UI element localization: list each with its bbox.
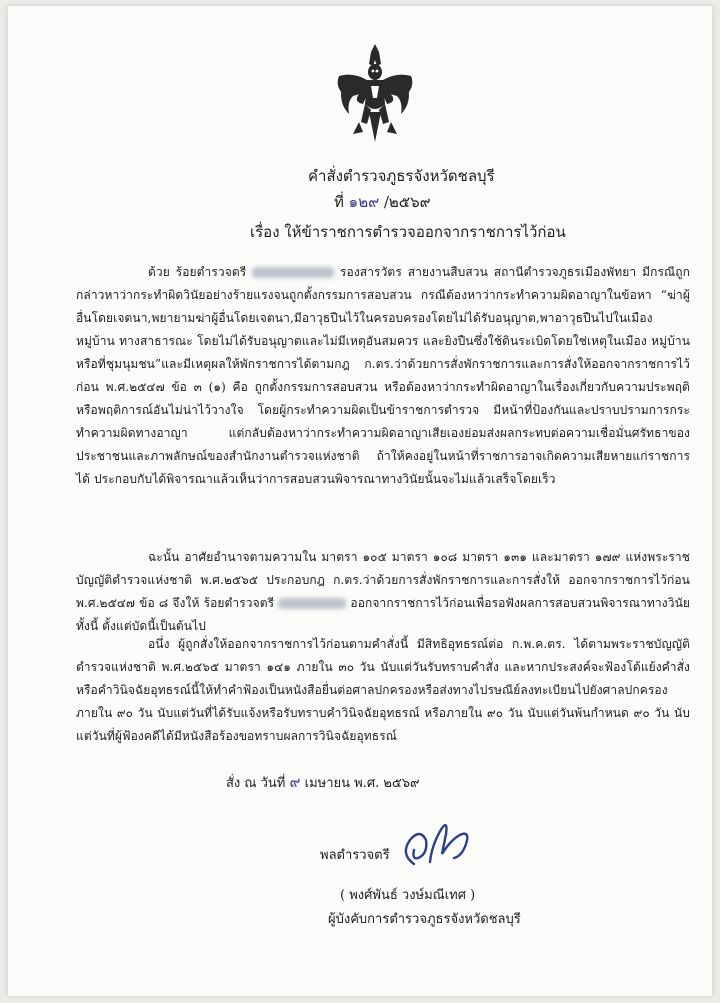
p1-body: รองสารวัตร สายงานสืบสวน สถานีตำรวจภูธรเมืองพัทยา มีกรณีถูกกล่าวหาว่ากระทำผิดวินัยอย่างร้ายแรงจนถูกตั้งกรรมการสอบสวน กรณีต้องหาว่ากระทำความผิดอาญาในข้อหา “ฆ่าผู้อื่นโดยเจตนา,พยายามฆ่าผู้อื่นโดยเจตนา,มีอาวุธปืนไว้ในครอบครองโดยไม่ได้รับอนุญาต,พาอาวุธปืนไปในเมือง หมู่บ้าน ทางสาธารณะ โดยไม่ได้รับอนุญาตและไม่มีเหตุอันสมควร และยิงปืนซึ่งใช้ดินระเบิดโดยใช่เหตุในเมือง หมู่บ้าน หรือที่ชุมนุมชน”และมีเหตุผลให้พักราชการได้ตามกฎ ก.ตร.ว่าด้วยการสั่งพักราชการและการสั่งให้ออกจากราชการไว้ก่อน พ.ศ.๒๕๔๗ ข้อ ๓ (๑) คือ ถูกตั้งกรรมการสอบสวน หรือต้องหาว่ากระทำผิดอาญาในเรื่องเกี่ยวกับความประพฤติหรือพฤติการณ์อันไม่น่าไว้วางใจ โดยผู้กระทำความผิดเป็นข้าราชการตำรวจ มีหน้าที่ป้องกันและปราบปรามการกระทำความผิดทางอาญา แต่กลับต้องหาว่ากระทำความผิดอาญาเสียเองย่อมส่งผลกระทบต่อความเชื่อมั่นศรัทธาของประชาชนและภาพลักษณ์ของสำนักงานตำรวจแห่งชาติ ถ้าให้คงอยู่ในหน้าที่ราชการอาจเกิดความเสียหายแก่ราชการได้ ประกอบกับได้พิจารณาแล้วเห็นว่าการสอบสวนพิจารณาทางวินัยนั้นจะไม่แล้วเสร็จโดยเร็ว <box>76 265 690 486</box>
redacted-name <box>252 267 334 278</box>
order-number-prefix: ที่ <box>334 193 344 211</box>
date-rest: เมษายน พ.ศ. ๒๕๖๙ <box>304 776 420 791</box>
order-number <box>334 190 431 214</box>
p2-opening: ฉะนั้น อาศัยอำนาจตามความใน มาตรา ๑๐๕ มาตรา ๑๐๘ มาตรา ๑๓๑ และมาตรา ๑๗๙ แห่งพระราชบัญญัติตำรวจแห่งชาติ พ.ศ.๒๕๖๕ ประกอบกฎ ก.ตร.ว่าด้วยการสั่งพักราชการและการสั่งให้ ออกจากราชการไว้ก่อน พ.ศ.๒๕๔๗ ข้อ ๘ จึงให้ ร้อยตำรวจตรี <box>76 550 690 610</box>
p2-body: ออกจากราชการไว้ก่อนเพื่อรอฟังผลการสอบสวนพิจารณาทางวินัย ทั้งนี้ ตั้งแต่บัดนี้เป็นต้นไป <box>76 596 690 633</box>
document-page <box>8 6 712 996</box>
date-prefix: สั่ง ณ วันที่ <box>226 776 286 791</box>
order-number-handwritten: ๑๒๙ <box>348 193 380 211</box>
signer-rank: พลตำรวจตรี <box>320 848 390 863</box>
redacted-name <box>278 598 346 609</box>
order-title: คำสั่งตำรวจภูธรจังหวัดชลบุรี <box>308 167 495 185</box>
order-subject: เรื่อง ให้ข้าราชการตำรวจออกจากราชการไว้ก่อน <box>250 223 566 241</box>
garuda-emblem <box>333 42 417 150</box>
paragraph-order <box>76 546 690 638</box>
signer-position: ผู้บังคับการตำรวจภูธรจังหวัดชลบุรี <box>328 912 521 927</box>
order-date <box>226 770 420 794</box>
signer-name: ( พงศ์พันธ์ วงษ์มณีเทศ ) <box>340 888 476 903</box>
handwritten-signature <box>396 814 476 870</box>
paragraph-appeal: อนึ่ง ผู้ถูกสั่งให้ออกจากราชการไว้ก่อนตามคำสั่งนี้ มีสิทธิอุทธรณ์ต่อ ก.พ.ค.ตร. ได้ตามพระราชบัญญัติตำรวจแห่งชาติ พ.ศ.๒๕๖๕ มาตรา ๑๔๑ ภายใน ๓๐ วัน นับแต่วันรับทราบคำสั่ง และหากประสงค์จะฟ้องโต้แย้งคำสั่งหรือคำวินิจฉัยอุทธรณ์นี้ให้ทำคำฟ้องเป็นหนังสือยื่นต่อศาลปกครองหรือส่งทางไปรษณีย์ลงทะเบียนไปยังศาลปกครองภายใน ๙๐ วัน นับแต่วันที่ได้รับแจ้งหรือรับทราบคำวินิจฉัยอุทธรณ์ หรือภายใน ๙๐ วัน นับแต่วันพ้นกำหนด ๙๐ วัน นับแต่วันที่ผู้ฟ้องคดีได้มีหนังสือร้องขอทราบผลการวินิจฉัยอุทธรณ์ <box>76 637 690 743</box>
paragraph-reason <box>76 261 690 491</box>
order-number-suffix: /๒๕๖๙ <box>383 193 431 211</box>
date-day-handwritten: ๙ <box>289 773 301 791</box>
p1-opening: ด้วย ร้อยตำรวจตรี <box>148 265 247 279</box>
